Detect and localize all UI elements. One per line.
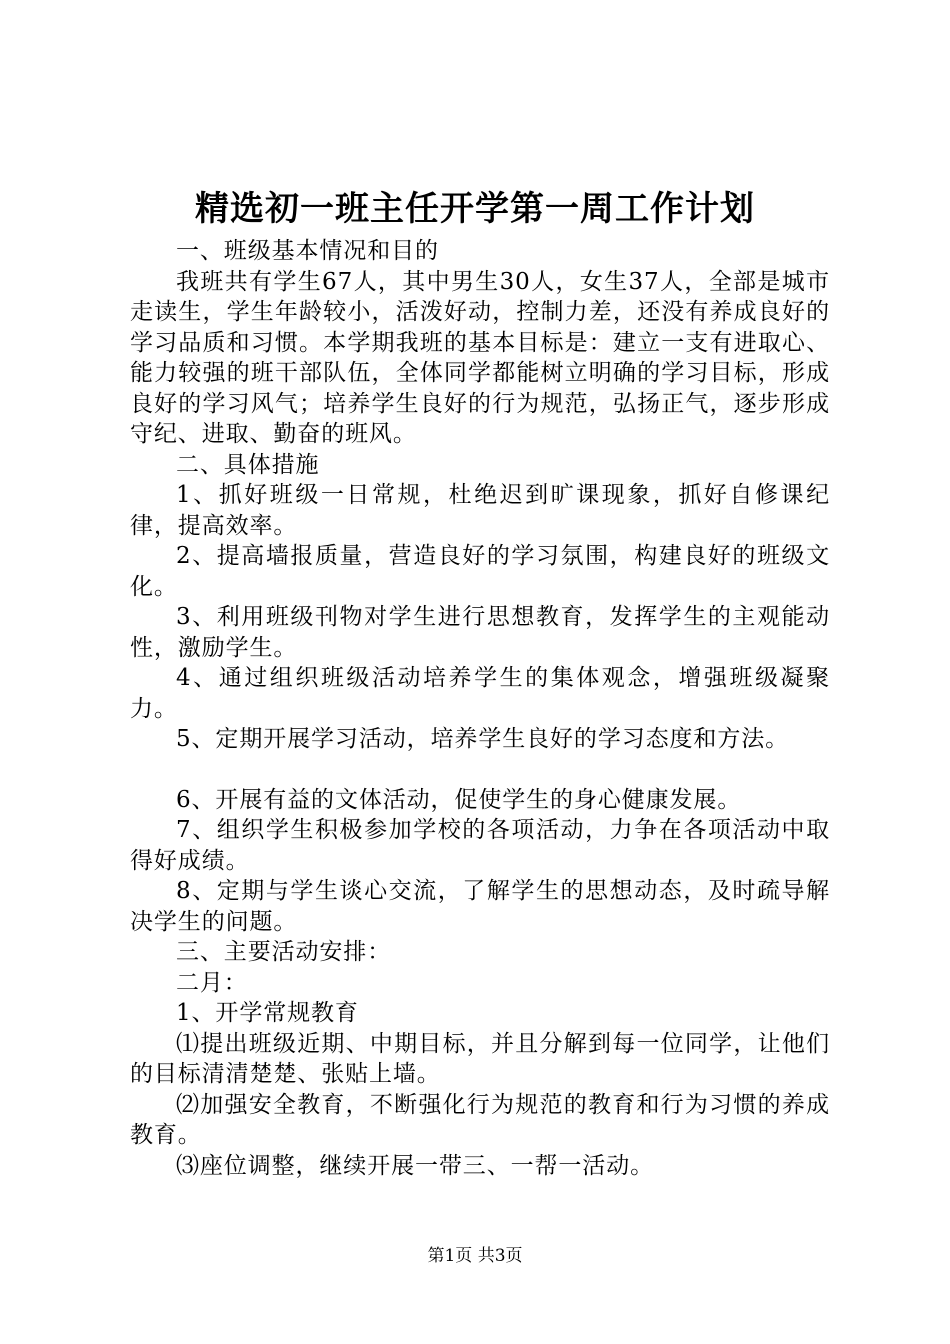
measure-item-8: 8、定期与学生谈心交流，了解学生的思想动态，及时疏导解决学生的问题。 — [130, 878, 830, 935]
section-heading-measures: 二、具体措施 — [176, 451, 320, 478]
activity-subitem-1: ⑴提出班级近期、中期目标，并且分解到每一位同学，让他们的目标清清楚楚、张贴上墙。 — [130, 1030, 830, 1087]
measure-item-1: 1、抓好班级一日常规，杜绝迟到旷课现象，抓好自修课纪律，提高效率。 — [130, 482, 830, 539]
measure-item-3: 3、利用班级刊物对学生进行思想教育，发挥学生的主观能动性，激励学生。 — [130, 604, 830, 661]
measure-item-5: 5、定期开展学习活动，培养学生良好的学习态度和方法。 — [176, 726, 790, 752]
measure-item-2: 2、提高墙报质量，营造良好的学习氛围，构建良好的班级文化。 — [130, 543, 830, 600]
activity-subitem-2: ⑵加强安全教育，不断强化行为规范的教育和行为习惯的养成教育。 — [130, 1091, 830, 1148]
month-heading-february: 二月： — [176, 969, 248, 996]
measure-item-6: 6、开展有益的文体活动，促使学生的身心健康发展。 — [176, 786, 742, 813]
document-body — [130, 236, 830, 1181]
document-title: 精选初一班主任开学第一周工作计划 — [195, 189, 755, 229]
activity-item-1: 1、开学常规教育 — [176, 1000, 359, 1026]
measure-item-7: 7、组织学生积极参加学校的各项活动，力争在各项活动中取得好成绩。 — [130, 817, 830, 874]
page-indicator: 第1页 共3页 — [427, 1246, 523, 1266]
paragraph-class-overview: 我班共有学生67人，其中男生30人，女生37人，全部是城市走读生，学生年龄较小，活泼好动，控制力差，还没有养成良好的学习品质和习惯。本学期我班的基本目标是：建立一支有进取心、能力较强的班干部队伍，全体同学都能树立明确的学习目标，形成良好的学习风气；培养学生良好的行为规范，弘扬正气，逐步形成守纪、进取、勤奋的班风。 — [130, 268, 830, 447]
section-heading-basic-info: 一、班级基本情况和目的 — [176, 238, 439, 264]
measure-item-4: 4、通过组织班级活动培养学生的集体观念，增强班级凝聚力。 — [130, 665, 830, 722]
activity-subitem-3: ⑶座位调整，继续开展一带三、一帮一活动。 — [176, 1152, 654, 1179]
section-heading-activities: 三、主要活动安排： — [176, 939, 392, 965]
